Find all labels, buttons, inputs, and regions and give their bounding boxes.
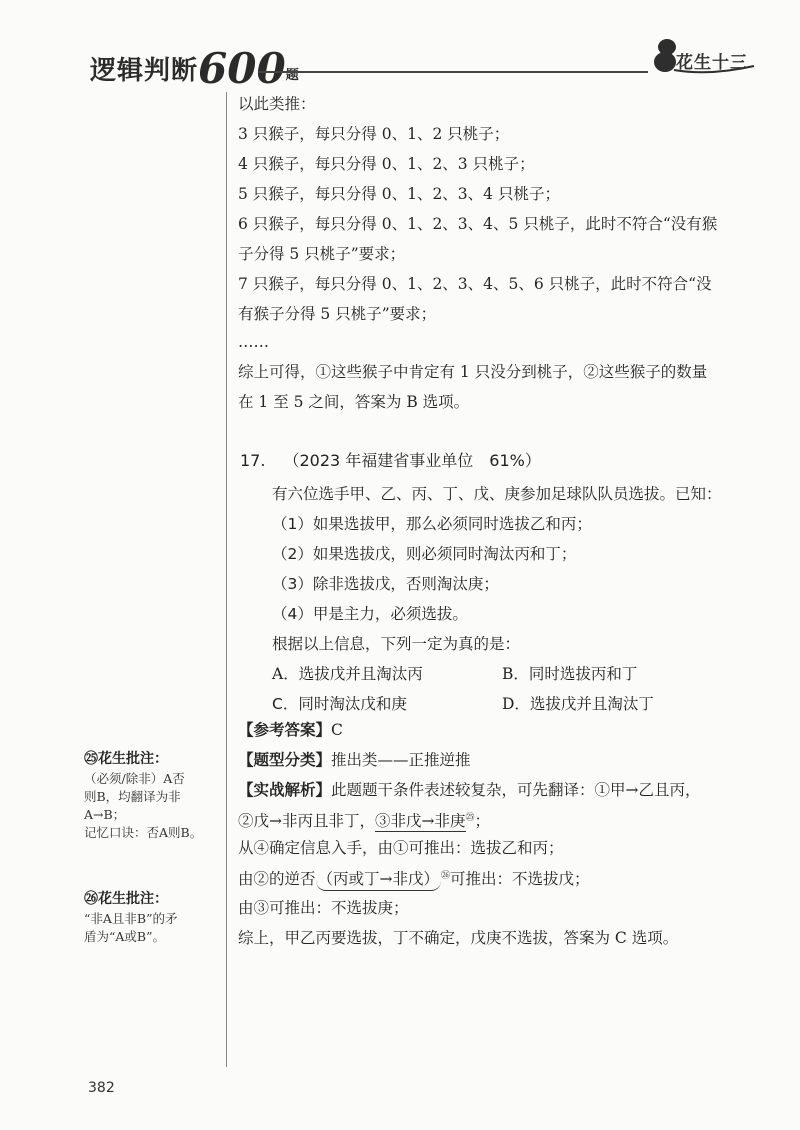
note-body bbox=[84, 770, 216, 842]
question-heading bbox=[240, 448, 541, 471]
text-line: 4 只猴子，每只分得 0、1、2、3 只桃子； bbox=[238, 155, 535, 173]
title-number: 600 bbox=[198, 44, 286, 93]
text-line: 有猴子分得 5 只桃子”要求； bbox=[238, 305, 437, 323]
page-number: 382 bbox=[88, 1080, 115, 1096]
analysis-line bbox=[238, 780, 701, 800]
note-line: A→B； bbox=[84, 807, 126, 822]
note-ref-26: ㉖ bbox=[441, 871, 451, 881]
text-line: 综上可得，①这些猴子中肯定有 1 只没分到桃子，②这些猴子的数量 bbox=[238, 363, 708, 381]
answer-value: C bbox=[331, 721, 343, 739]
header-rule bbox=[258, 71, 648, 73]
note-title: ㉕花生批注： bbox=[84, 751, 168, 767]
condition-item: （3）除非选拔戊，否则淘汰庚； bbox=[272, 575, 499, 593]
question-number: 17. bbox=[240, 451, 266, 470]
answer-label: 【参考答案】 bbox=[238, 720, 332, 739]
question-stem: 有六位选手甲、乙、丙、丁、戊、庚参加足球队队员选拔。已知： bbox=[272, 485, 722, 503]
answer-line bbox=[238, 720, 343, 740]
text-line: 以此类推： bbox=[238, 95, 316, 113]
analysis-label: 【实战解析】 bbox=[238, 780, 332, 799]
note-ref-25: ㉕ bbox=[465, 813, 475, 823]
analysis-line: 综上，甲乙丙要选拔，丁不确定，戊庚不选拔，答案为 C 选项。 bbox=[238, 929, 679, 947]
analysis-line bbox=[238, 866, 590, 889]
analysis-line: 从④确定信息入手，由①可推出：选拔乙和丙； bbox=[238, 839, 564, 857]
text-line: …… bbox=[238, 333, 269, 351]
title-prefix: 逻辑判断 bbox=[90, 56, 199, 86]
text-line: 子分得 5 只桃子”要求； bbox=[238, 245, 406, 263]
note-title: ㉖花生批注： bbox=[84, 891, 168, 907]
book-title bbox=[90, 40, 300, 93]
type-label: 【题型分类】 bbox=[238, 750, 332, 769]
margin-divider bbox=[226, 92, 227, 1067]
note-line: 记忆口诀：否A则B。 bbox=[84, 825, 203, 840]
analysis-line bbox=[238, 808, 490, 831]
underlined-text: （丙或丁→非戊） bbox=[316, 870, 442, 891]
condition-item: （2）如果选拔戊，则必须同时淘汰丙和丁； bbox=[272, 545, 577, 563]
option-a: A．选拔戊并且淘汰丙 bbox=[272, 665, 423, 683]
underlined-text: ③非戊→非庚 bbox=[375, 812, 466, 831]
condition-item: （1）如果选拔甲，那么必须同时选拔乙和丙； bbox=[272, 515, 592, 533]
text-line: 5 只猴子，每只分得 0、1、2、3、4 只桃子； bbox=[238, 185, 560, 203]
option-d: D．选拔戊并且淘汰丁 bbox=[502, 695, 654, 713]
question-prompt: 根据以上信息，下列一定为真的是： bbox=[272, 635, 521, 653]
text-line: 3 只猴子，每只分得 0、1、2 只桃子； bbox=[238, 125, 510, 143]
type-line bbox=[238, 750, 471, 770]
analysis-line: 由③可推出：不选拔庚； bbox=[238, 899, 409, 917]
analysis-text: 可推出：不选拔戊； bbox=[450, 870, 590, 889]
analysis-text: ②戊→非丙且非丁， bbox=[238, 812, 375, 831]
analysis-text: 由②的逆否 bbox=[238, 870, 316, 889]
title-suffix: 题 bbox=[285, 68, 300, 83]
note-line: “非A且非B”的矛 bbox=[84, 911, 178, 926]
question-source: （2023 年福建省事业单位 61%） bbox=[283, 451, 541, 470]
note-line: （必须/除非）A否 bbox=[84, 771, 185, 786]
option-b: B．同时选拔丙和丁 bbox=[502, 665, 638, 683]
analysis-text: ； bbox=[474, 812, 491, 831]
note-line: 盾为“A或B”。 bbox=[84, 929, 165, 944]
analysis-text: 此题题干条件表述较复杂，可先翻译：①甲→乙且丙， bbox=[331, 781, 701, 799]
text-line: 6 只猴子，每只分得 0、1、2、3、4、5 只桃子，此时不符合“没有猴 bbox=[238, 215, 718, 233]
text-line: 在 1 至 5 之间，答案为 B 选项。 bbox=[238, 393, 470, 411]
condition-item: （4）甲是主力，必须选拔。 bbox=[272, 605, 468, 623]
brand-name: 花生十三 bbox=[676, 53, 748, 73]
type-value: 推出类——正推逆推 bbox=[331, 751, 471, 769]
note-body bbox=[84, 910, 216, 946]
note-line: 则B，均翻译为非 bbox=[84, 789, 181, 804]
option-c: C．同时淘汰戊和庚 bbox=[272, 695, 407, 713]
text-line: 7 只猴子，每只分得 0、1、2、3、4、5、6 只桃子，此时不符合“没 bbox=[238, 275, 712, 293]
